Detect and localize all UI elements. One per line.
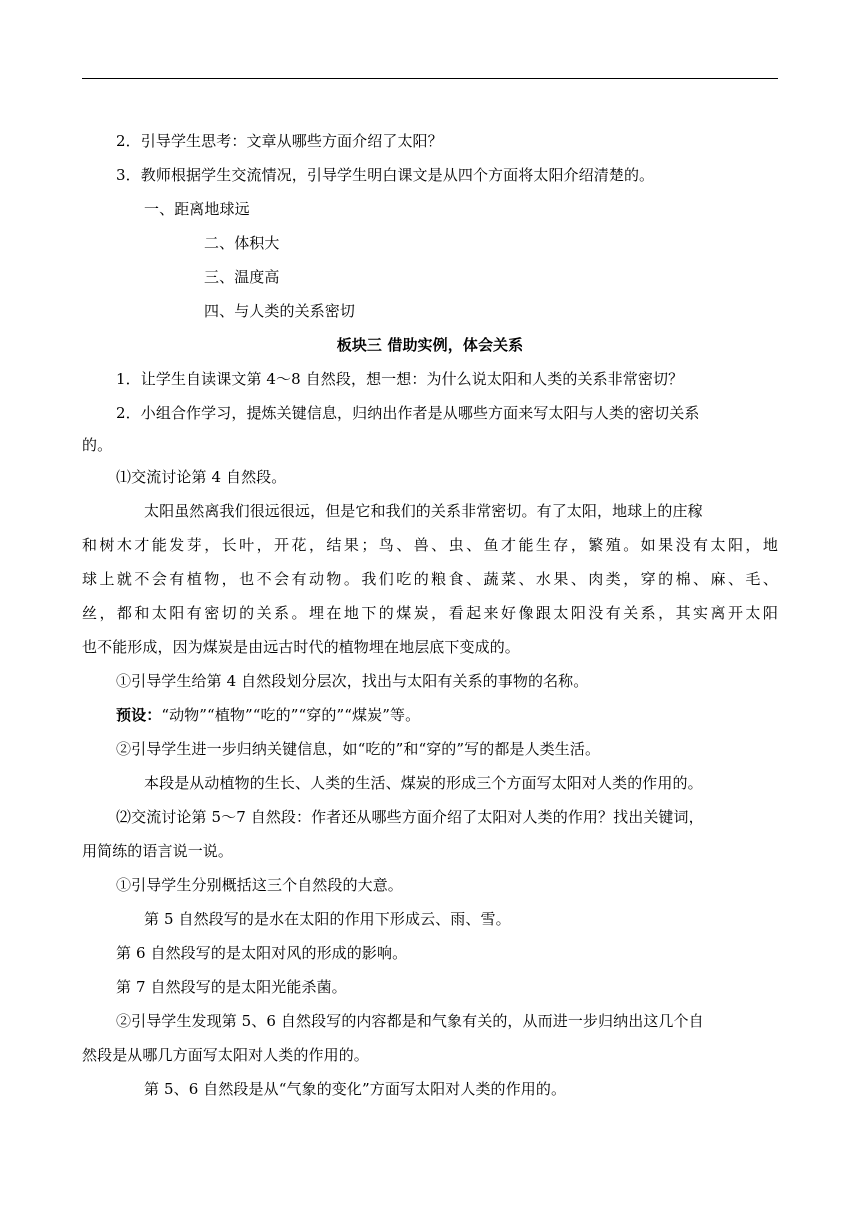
quote-line: 也不能形成，因为煤炭是由远古时代的植物埋在地层底下变成的。 [82,638,520,656]
text-line: 2．引导学生思考：文章从哪些方面介绍了太阳？ [116,132,443,150]
text-line: 第 5、6 自然段是从“气象的变化”方面写太阳对人类的作用的。 [144,1080,567,1098]
text-line: ①引导学生分别概括这三个自然段的大意。 [116,876,403,894]
quote-line: 太阳虽然离我们很远很远，但是它和我们的关系非常密切。有了太阳，地球上的庄稼 [144,502,703,520]
text-line: ⑵交流讨论第 5～7 自然段：作者还从哪些方面介绍了太阳对人类的作用？找出关键词， [116,808,704,826]
text-line: 第 5 自然段写的是水在太阳的作用下形成云、雨、雪。 [144,910,511,928]
text-line: ⑴交流讨论第 4 自然段。 [116,468,287,486]
text-line: 1．让学生自读课文第 4～8 自然段，想一想：为什么说太阳和人类的关系非常密切？ [116,370,684,388]
preset-label: 预设： [116,706,162,724]
text-line: ②引导学生发现第 5、6 自然段写的内容都是和气象有关的，从而进一步归纳出这几个自 [116,1012,704,1030]
header-rule [82,78,778,79]
outline-item: 三、温度高 [204,268,280,286]
text-line: 的。 [82,436,113,454]
outline-item: 二、体积大 [204,234,280,252]
preset-text: “动物”“植物”“吃的”“穿的”“煤炭”等。 [161,706,421,724]
text-line: 用简练的语言说一说。 [82,842,234,860]
section-heading: 板块三 借助实例，体会关系 [336,336,524,354]
text-line: ①引导学生给第 4 自然段划分层次，找出与太阳有关系的事物的名称。 [116,672,589,690]
text-line: 第 6 自然段写的是太阳对风的形成的影响。 [116,944,408,962]
text-line: 2．小组合作学习，提炼关键信息，归纳出作者是从哪些方面来写太阳与人类的密切关系 [116,404,700,422]
text-line [82,704,812,726]
outline-item: 一、距离地球远 [144,200,250,218]
text-line: 本段是从动植物的生长、人类的生活、煤炭的形成三个方面写太阳对人类的作用的。 [144,774,703,792]
outline-item: 四、与人类的关系密切 [204,302,356,320]
text-line: 然段是从哪几方面写太阳对人类的作用的。 [82,1046,369,1064]
quote-line: 和树木才能发芽，长叶，开花，结果；鸟、兽、虫、鱼才能生存，繁殖。如果没有太阳，地 [82,536,778,554]
quote-line: 丝，都和太阳有密切的关系。埋在地下的煤炭，看起来好像跟太阳没有关系，其实离开太阳 [82,604,778,622]
text-line: 第 7 自然段写的是太阳光能杀菌。 [116,978,347,996]
quote-line: 球上就不会有植物，也不会有动物。我们吃的粮食、蔬菜、水果、肉类，穿的棉、麻、毛、 [82,570,778,588]
text-line: ②引导学生进一步归纳关键信息，如“吃的”和“穿的”写的都是人类生活。 [116,740,601,758]
text-line: 3．教师根据学生交流情况，引导学生明白课文是从四个方面将太阳介绍清楚的。 [116,166,655,184]
